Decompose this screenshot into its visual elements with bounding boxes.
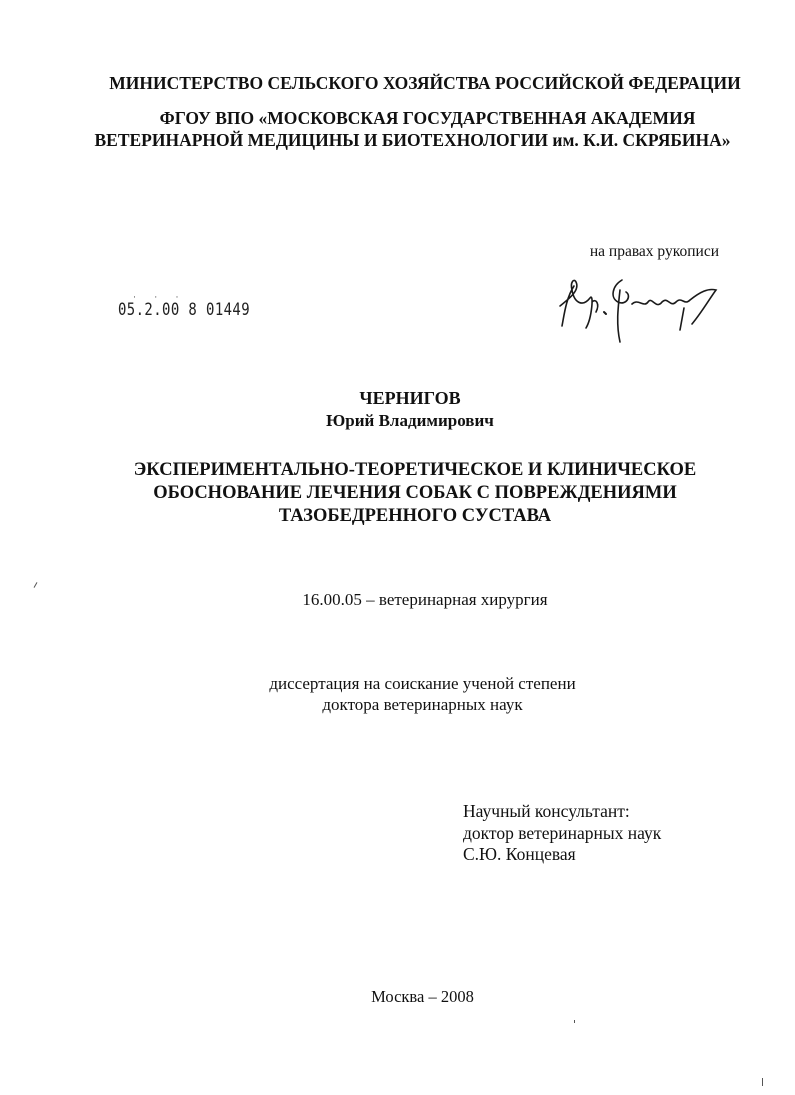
stamp-number: 05.2.00 8 01449 [118,300,251,320]
consultant-label: Научный консультант: [463,801,630,821]
manuscript-note: на правах рукописи [589,243,719,260]
city-year: Москва – 2008 [371,987,474,1006]
consultant-name: С.Ю. Концевая [463,844,576,864]
scan-speck [574,1020,575,1023]
dissertation-title-line-3: ТАЗОБЕДРЕННОГО СУСТАВА [278,506,552,526]
stamp-marks: · · · [133,292,187,302]
scientific-consultant [463,801,661,866]
dissertation-title-line-1: ЭКСПЕРИМЕНТАЛЬНО-ТЕОРЕТИЧЕСКОЕ И КЛИНИЧЕСКОЕ [133,460,697,480]
scan-speck [34,582,38,588]
author-name: Юрий Владимирович [326,411,494,430]
author-surname: ЧЕРНИГОВ [359,388,461,408]
academy-heading-line-1: ФГОУ ВПО «МОСКОВСКАЯ ГОСУДАРСТВЕННАЯ АКАДЕМИЯ [159,108,696,128]
signature-icon [552,268,722,348]
specialty-code: 16.00.05 – ветеринарная хирургия [302,590,548,609]
thesis-degree-line-2: доктора ветеринарных наук [322,695,523,714]
thesis-degree-line-1: диссертация на соискание ученой степени [269,674,576,693]
scan-speck [762,1078,763,1086]
academy-heading-line-2: ВЕТЕРИНАРНОЙ МЕДИЦИНЫ И БИОТЕХНОЛОГИИ им. К.И. СКРЯБИНА» [94,130,731,150]
consultant-degree: доктор ветеринарных наук [463,822,662,843]
ministry-heading: МИНИСТЕРСТВО СЕЛЬСКОГО ХОЗЯЙСТВА РОССИЙСКОЙ ФЕДЕРАЦИИ [109,73,741,93]
dissertation-title-line-2: ОБОСНОВАНИЕ ЛЕЧЕНИЯ СОБАК С ПОВРЕЖДЕНИЯМИ [153,483,677,503]
